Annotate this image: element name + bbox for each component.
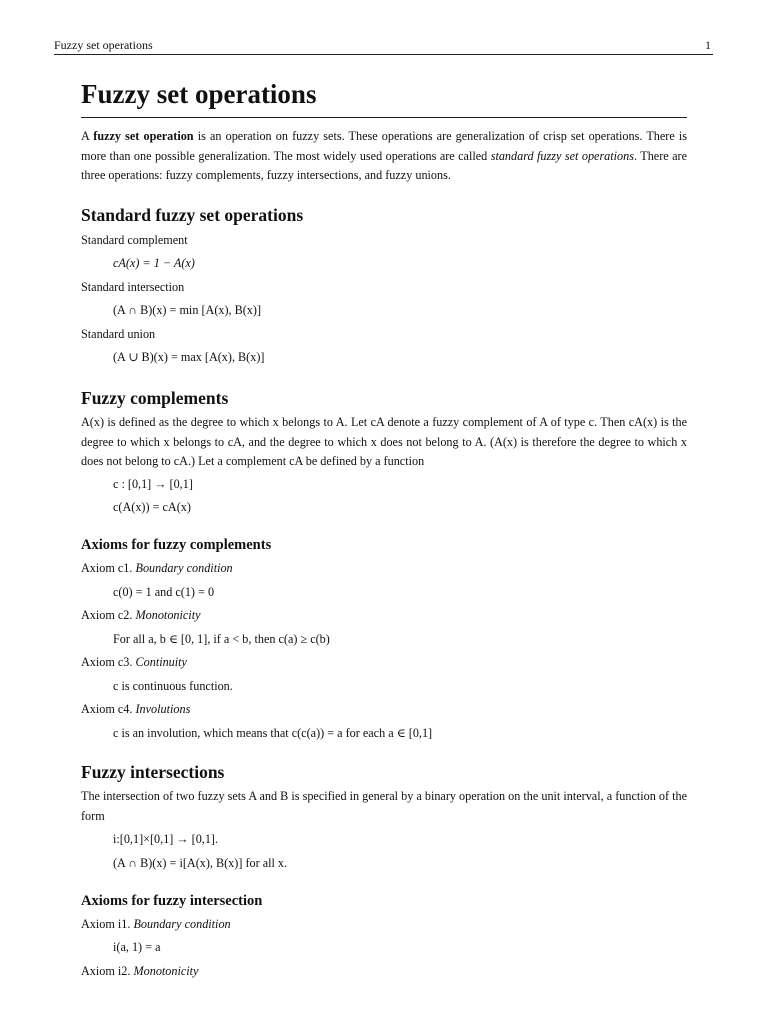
intersection-axioms-list (81, 915, 687, 986)
intro-text-1: A (81, 129, 94, 143)
axiom-name: Continuity (135, 655, 187, 669)
axiom-name: Monotonicity (135, 608, 201, 622)
intersection-function-formula: i:[0,1]×[0,1] → [0,1]. (113, 832, 219, 846)
axiom-name: Involutions (135, 702, 191, 716)
complement-definition-formula: c(A(x)) = cA(x) (113, 500, 191, 514)
complements-paragraph: A(x) is defined as the degree to which x belongs to A. Let cA denote a fuzzy complement of A of type c. Then cA(x) is the degree to which x belongs to cA, and the degree to which x does not belong to A. (A(x) is therefore the degree to which x does not belong to cA.) Let a complement cA be defined by a function (81, 415, 687, 468)
axiom-statement: c is continuous function. (113, 678, 233, 693)
axiom-statement: i(a, 1) = a (113, 940, 161, 954)
intro-text-3: . There are three operations: fuzzy complements, fuzzy intersections, and fuzzy unions. (81, 148, 687, 182)
axiom-statement: c is an involution, which means that c(c(a)) = a for each a ∈ [0,1] (113, 725, 433, 740)
axiom-label (81, 653, 687, 672)
intersections-paragraph: The intersection of two fuzzy sets A and B is specified in general by a binary operation on the unit interval, a function of the form (81, 789, 687, 823)
axiom-name: Boundary condition (133, 916, 231, 931)
axiom-name: Boundary condition (135, 561, 233, 575)
axiom-number: Axiom c4. (81, 702, 136, 716)
complement-axioms-list (81, 559, 687, 747)
intro-italic-term: standard fuzzy set operations (490, 148, 634, 163)
axiom-number: Axiom c1. (81, 561, 136, 575)
intro-bold-term: fuzzy set operation (93, 129, 194, 143)
section-heading-complements: Fuzzy complements (81, 388, 229, 408)
standard-complement-formula (81, 254, 687, 273)
page-number: 1 (705, 38, 711, 52)
axiom-number: Axiom c3. (81, 655, 136, 669)
intro-paragraph (81, 127, 687, 186)
section-heading-standard: Standard fuzzy set operations (81, 204, 304, 225)
axiom-name: Monotonicity (133, 963, 199, 978)
standard-complement-label: Standard complement (81, 232, 188, 247)
article-body (81, 78, 687, 985)
standard-intersection-formula: (A ∩ B)(x) = min [A(x), B(x)] (113, 303, 262, 317)
axiom-label (81, 915, 687, 934)
standard-union-formula: (A ∪ B)(x) = max [A(x), B(x)] (113, 350, 265, 364)
axiom-label (81, 606, 687, 625)
axiom-statement: c(0) = 1 and c(1) = 0 (113, 584, 215, 599)
page-title: Fuzzy set operations (81, 78, 687, 118)
running-title: Fuzzy set operations (54, 38, 153, 52)
formula-text: cA(x) = 1 − A(x) (113, 256, 195, 270)
axiom-label (81, 700, 687, 719)
axiom-label (81, 559, 687, 578)
intersection-definition-formula: (A ∩ B)(x) = i[A(x), B(x)] for all x. (113, 855, 288, 870)
axiom-statement: For all a, b ∈ [0, 1], if a < b, then c(a) ≥ c(b) (113, 631, 330, 646)
axiom-number: Axiom i2. (81, 963, 134, 978)
standard-union-label: Standard union (81, 326, 156, 341)
axiom-number: Axiom i1. (81, 916, 134, 931)
complement-function-formula: c : [0,1] → [0,1] (113, 476, 193, 491)
axiom-number: Axiom c2. (81, 608, 136, 622)
page-header (54, 38, 713, 55)
subsection-heading-complement-axioms: Axioms for fuzzy complements (81, 537, 272, 553)
section-heading-intersections: Fuzzy intersections (81, 762, 225, 782)
axiom-label (81, 962, 687, 981)
standard-intersection-label: Standard intersection (81, 279, 185, 294)
intro-text-2: is an operation on fuzzy sets. These operations are generalization of crisp set operations. There is more than one possible generalization. The most widely used operations are called (81, 129, 687, 163)
subsection-heading-intersection-axioms: Axioms for fuzzy intersection (81, 892, 263, 909)
